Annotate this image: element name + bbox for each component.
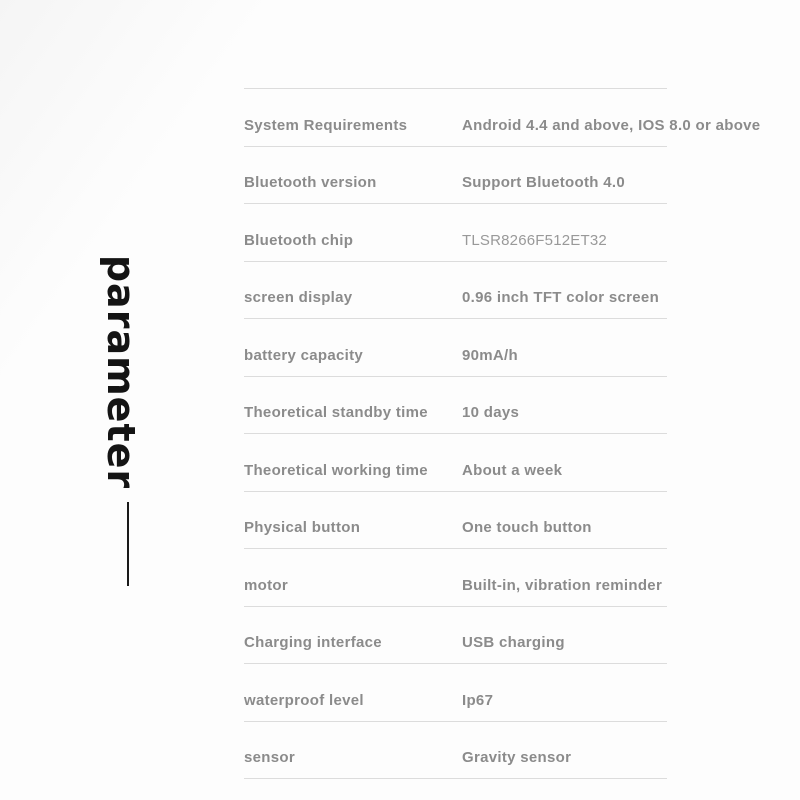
spec-row bbox=[244, 262, 667, 320]
spec-label: Theoretical standby time bbox=[244, 404, 428, 421]
spec-row bbox=[244, 434, 667, 492]
spec-label: Bluetooth version bbox=[244, 174, 377, 191]
spec-value: Built-in, vibration reminder bbox=[462, 576, 663, 594]
spec-row bbox=[244, 377, 667, 435]
spec-table bbox=[244, 88, 761, 779]
spec-label: Physical button bbox=[244, 519, 361, 536]
spec-value: Ip67 bbox=[462, 691, 494, 709]
spec-label: battery capacity bbox=[244, 346, 364, 364]
spec-value: TLSR8266F512ET32 bbox=[462, 231, 607, 249]
spec-value: About a week bbox=[462, 461, 563, 479]
spec-value: USB charging bbox=[462, 634, 565, 651]
spec-row bbox=[244, 722, 667, 780]
spec-row bbox=[244, 147, 667, 205]
vertical-accent-line bbox=[127, 502, 129, 586]
spec-label: System Requirements bbox=[244, 116, 408, 134]
spec-label: motor bbox=[244, 576, 288, 594]
spec-value: 0.96 inch TFT color screen bbox=[462, 289, 660, 306]
spec-row bbox=[244, 664, 667, 722]
spec-row bbox=[244, 89, 761, 147]
spec-value: Android 4.4 and above, IOS 8.0 or above bbox=[462, 116, 761, 134]
spec-label: Bluetooth chip bbox=[244, 231, 354, 249]
spec-row bbox=[244, 492, 667, 550]
spec-value: One touch button bbox=[462, 519, 592, 536]
spec-value: 90mA/h bbox=[462, 346, 518, 364]
spec-label: Theoretical working time bbox=[244, 461, 428, 479]
spec-row bbox=[244, 607, 667, 665]
spec-label: sensor bbox=[244, 749, 295, 766]
spec-row bbox=[244, 549, 667, 607]
spec-label: screen display bbox=[244, 289, 353, 306]
spec-value: 10 days bbox=[462, 404, 520, 421]
spec-row bbox=[244, 319, 667, 377]
spec-label: waterproof level bbox=[244, 691, 364, 709]
spec-row bbox=[244, 204, 667, 262]
spec-label: Charging interface bbox=[244, 634, 382, 651]
spec-value: Gravity sensor bbox=[462, 749, 572, 766]
spec-value: Support Bluetooth 4.0 bbox=[462, 174, 625, 191]
vertical-parameter-title: parameter bbox=[99, 254, 143, 490]
